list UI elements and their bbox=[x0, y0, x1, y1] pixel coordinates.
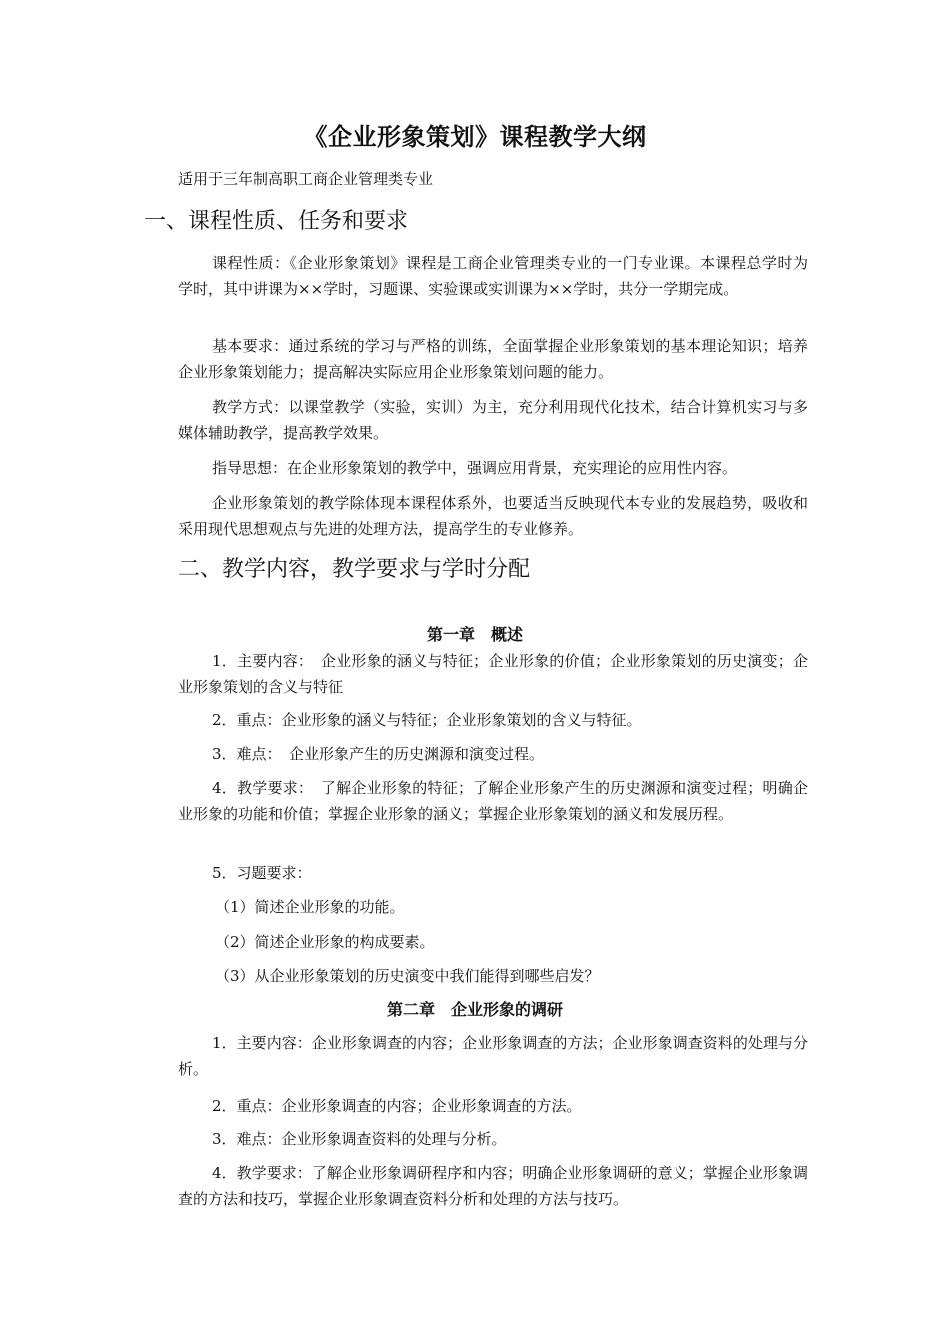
chapter-1-requirements: 4．教学要求： 了解企业形象的特征；了解企业形象产生的历史渊源和演变过程；明确企业形象的功能和价值；掌握企业形象的涵义；掌握企业形象策划的涵义和发展历程。 bbox=[178, 779, 808, 823]
paragraph-course-nature: 课程性质：《企业形象策划》课程是工商企业管理类专业的一门专业课。本课程总学时为 学时，其中讲课为××学时，习题课、实验课或实训课为××学时，共分一学期完成。 bbox=[178, 254, 828, 298]
document-subtitle: 适用于三年制高职工商企业管理类专业 bbox=[178, 170, 434, 188]
chapter-1-exercises: 5．习题要求： bbox=[212, 864, 312, 882]
section-heading-1: 一、课程性质、任务和要求 bbox=[144, 209, 409, 234]
paragraph-basic-requirement: 基本要求：通过系统的学习与严格的训练，全面掌握企业形象策划的基本理论知识；培养企业形象策划能力；提高解决实际应用企业形象策划问题的能力。 bbox=[178, 337, 808, 381]
chapter-1-exercise-2: （2）简述企业形象的构成要素。 bbox=[215, 933, 435, 951]
paragraph-guiding-idea: 指导思想：在企业形象策划的教学中，强调应用背景，充实理论的应用性内容。 bbox=[212, 459, 738, 477]
chapter-1-exercise-3: （3）从企业形象策划的历史演变中我们能得到哪些启发？ bbox=[215, 967, 600, 985]
chapter-2-requirements: 4．教学要求：了解企业形象调研程序和内容；明确企业形象调研的意义；掌握企业形象调查的方法和技巧，掌握企业形象调查资料分析和处理的方法与技巧。 bbox=[178, 1164, 808, 1208]
chapter-2-title: 第二章 企业形象的调研 bbox=[386, 1000, 563, 1019]
chapter-2-content: 1．主要内容：企业形象调查的内容；企业形象调查的方法；企业形象调查资料的处理与分析。 bbox=[178, 1034, 808, 1078]
chapter-1-content: 1．主要内容： 企业形象的涵义与特征；企业形象的价值；企业形象策划的历史演变；企业形象策划的含义与特征 bbox=[178, 652, 808, 696]
section-heading-2: 二、教学内容，教学要求与学时分配 bbox=[178, 557, 531, 582]
chapter-2-difficulty: 3．难点：企业形象调查资料的处理与分析。 bbox=[212, 1130, 507, 1148]
paragraph-course-system: 企业形象策划的教学除体现本课程体系外，也要适当反映现代本专业的发展趋势，吸收和采用现代思想观点与先进的处理方法，提高学生的专业修养。 bbox=[178, 494, 808, 538]
chapter-1-key-points: 2．重点：企业形象的涵义与特征；企业形象策划的含义与特征。 bbox=[212, 711, 642, 729]
document-title: 《企业形象策划》课程教学大纲 bbox=[303, 123, 647, 151]
chapter-1-exercise-1: （1）简述企业形象的功能。 bbox=[215, 898, 405, 916]
chapter-1-title: 第一章 概述 bbox=[426, 625, 523, 644]
chapter-1-difficulty: 3．难点： 企业形象产生的历史渊源和演变过程。 bbox=[212, 745, 545, 763]
chapter-2-key-points: 2．重点：企业形象调查的内容；企业形象调查的方法。 bbox=[212, 1097, 582, 1115]
paragraph-teaching-method: 教学方式：以课堂教学（实验，实训）为主，充分利用现代化技术，结合计算机实习与多媒体辅助教学，提高教学效果。 bbox=[178, 398, 808, 442]
